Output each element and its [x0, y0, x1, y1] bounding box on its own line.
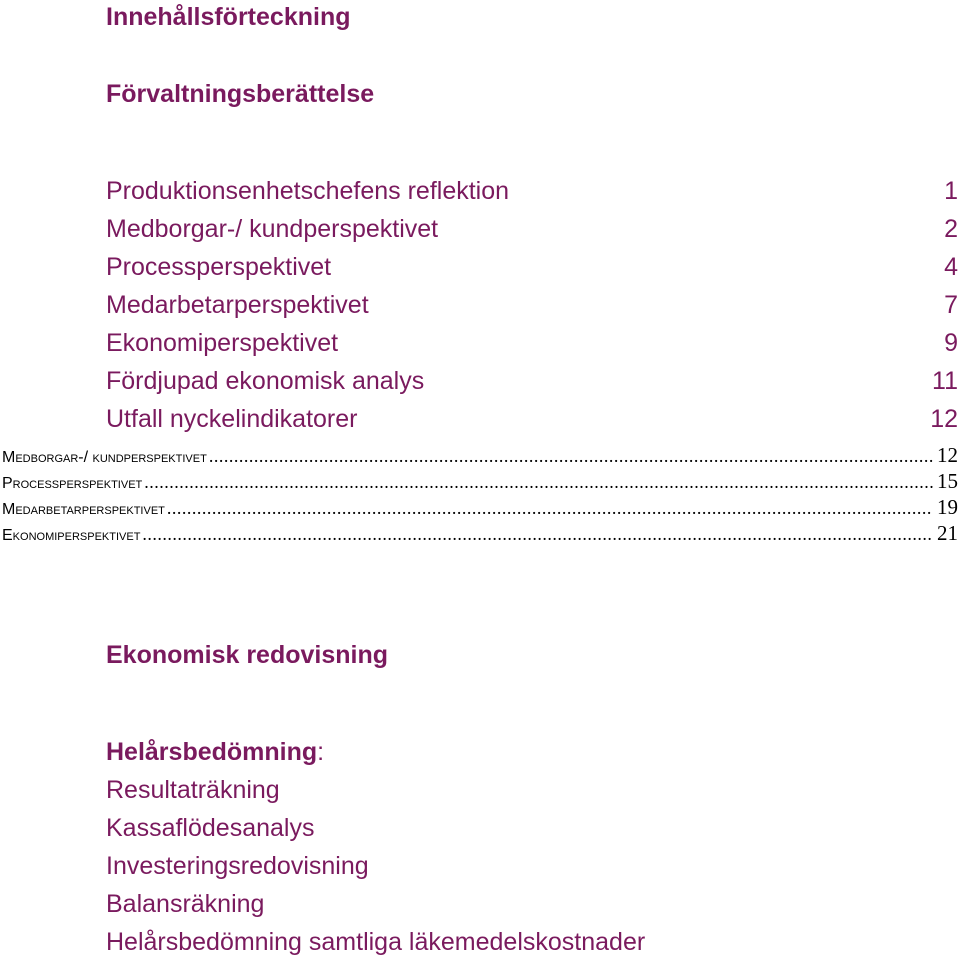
- helarsbedomning-item[interactable]: Kassaflödesanalys: [106, 814, 315, 842]
- toc-sub-entry-label: Medborgar-/ kundperspektivet: [2, 449, 207, 466]
- helarsbedomning-title-colon: :: [317, 738, 325, 766]
- toc-entry-label: Fördjupad ekonomisk analys: [106, 367, 425, 395]
- helarsbedomning-item[interactable]: Balansräkning: [106, 890, 265, 918]
- helarsbedomning-item[interactable]: Helårsbedömning samtliga läkemedelskostnader: [106, 928, 646, 956]
- toc-entry-page: 9: [944, 329, 958, 357]
- toc-entry-label: Processperspektivet: [106, 253, 332, 281]
- toc-entry-page: 2: [944, 215, 958, 243]
- toc-entry-label: Produktionsenhetschefens reflektion: [106, 177, 510, 205]
- toc-entry[interactable]: [106, 172, 958, 210]
- ekonomisk-redovisning-heading: Ekonomisk redovisning: [106, 641, 389, 669]
- toc-sub-entry[interactable]: [2, 520, 958, 546]
- helarsbedomning-section: [106, 733, 645, 961]
- toc-sub-entry-page: 15: [937, 469, 958, 493]
- toc-entry[interactable]: [106, 400, 958, 438]
- toc-sub-entry[interactable]: [2, 468, 958, 494]
- helarsbedomning-title: [106, 733, 645, 771]
- toc-entry-label: Utfall nyckelindikatorer: [106, 405, 358, 433]
- toc-entry[interactable]: [106, 286, 958, 324]
- toc-heading: Innehållsförteckning: [106, 3, 351, 31]
- toc-main-list: [106, 172, 958, 438]
- helarsbedomning-title-text: Helårsbedömning: [106, 738, 318, 766]
- toc-entry-page: 4: [944, 253, 958, 281]
- toc-entry-page: 1: [944, 177, 958, 205]
- dot-leader: [209, 443, 933, 469]
- dot-leader: [144, 469, 933, 495]
- toc-entry-label: Ekonomiperspektivet: [106, 329, 339, 357]
- toc-sub-entry[interactable]: [2, 442, 958, 468]
- helarsbedomning-item[interactable]: Resultaträkning: [106, 776, 280, 804]
- toc-sub-entry-label: Processperspektivet: [2, 475, 143, 492]
- toc-sub-entry-page: 19: [937, 495, 958, 519]
- toc-sub-entry-label: Ekonomiperspektivet: [2, 527, 141, 544]
- toc-entry-label: Medborgar-/ kundperspektivet: [106, 215, 439, 243]
- toc-entry-page: 7: [944, 291, 958, 319]
- toc-entry-label: Medarbetarperspektivet: [106, 291, 369, 319]
- toc-entry[interactable]: [106, 210, 958, 248]
- toc-entry[interactable]: [106, 248, 958, 286]
- toc-sub-entry-page: 21: [937, 521, 958, 545]
- toc-entry-page: 12: [930, 405, 958, 433]
- toc-entry[interactable]: [106, 362, 958, 400]
- toc-entry[interactable]: [106, 324, 958, 362]
- dot-leader: [167, 495, 933, 521]
- toc-sub-entry[interactable]: [2, 494, 958, 520]
- toc-sub-entry-page: 12: [937, 443, 958, 467]
- toc-sub-entry-label: Medarbetarperspektivet: [2, 501, 165, 518]
- dot-leader: [142, 521, 933, 547]
- helarsbedomning-item[interactable]: Investeringsredovisning: [106, 852, 369, 880]
- forvaltningsberattelse-heading: Förvaltningsberättelse: [106, 80, 375, 108]
- toc-entry-page: 11: [932, 367, 958, 395]
- toc-sub-list: [2, 442, 958, 546]
